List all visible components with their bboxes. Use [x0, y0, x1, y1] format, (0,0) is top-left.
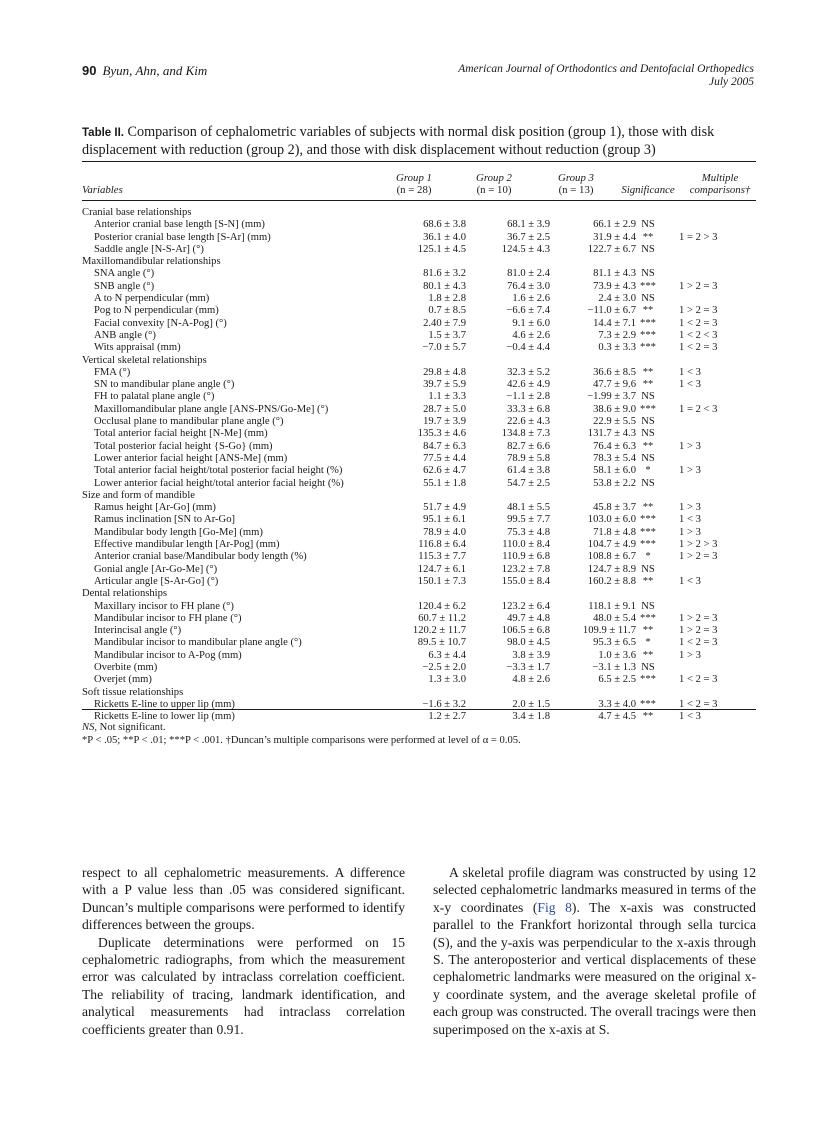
comparison-cell: 1 > 3 [679, 526, 701, 538]
group2-cell: 155.0 ± 8.4 [501, 575, 550, 587]
group1-cell: 1.8 ± 2.8 [428, 293, 466, 305]
section-label: Maxillomandibular relationships [82, 256, 221, 268]
table-row [82, 391, 756, 403]
table-row [82, 305, 756, 317]
group1-cell: 81.6 ± 3.2 [423, 268, 466, 280]
group1-cell: 1.5 ± 3.7 [428, 329, 466, 341]
table-row [82, 367, 756, 379]
group3-cell: 6.5 ± 2.5 [598, 674, 636, 686]
group1-cell: 68.6 ± 3.8 [423, 219, 466, 231]
group2-cell: 106.5 ± 6.8 [501, 625, 550, 637]
significance-cell: ** [642, 575, 654, 587]
significance-cell: * [645, 551, 651, 563]
variable-cell: Wits appraisal (mm) [94, 342, 181, 354]
variable-cell: Ramus height [Ar-Go] (mm) [94, 502, 216, 514]
group1-cell: 39.7 ± 5.9 [423, 379, 466, 391]
group1-cell: 55.1 ± 1.8 [423, 477, 466, 489]
variable-cell: Overjet (mm) [94, 674, 152, 686]
group2-cell: 134.8 ± 7.3 [501, 428, 550, 440]
comparison-cell: 1 > 2 = 3 [679, 612, 718, 624]
group2-cell: 61.4 ± 3.8 [507, 465, 550, 477]
table-row [82, 478, 756, 490]
group2-cell: 4.8 ± 2.6 [512, 674, 550, 686]
table-section-heading [82, 588, 756, 600]
table-row [82, 711, 756, 723]
group2-cell: −0.4 ± 4.4 [506, 342, 550, 354]
group2-cell: 123.2 ± 7.8 [501, 563, 550, 575]
group1-cell: 1.2 ± 2.7 [428, 711, 466, 723]
comparison-cell: 1 > 3 [679, 649, 701, 661]
significance-cell: NS [641, 477, 655, 489]
significance-cell: NS [641, 416, 655, 428]
group3-cell: 22.9 ± 5.5 [593, 416, 636, 428]
significance-cell: *** [640, 514, 656, 526]
significance-cell: NS [641, 268, 655, 280]
table-row [82, 219, 756, 231]
variable-cell: Ricketts E-line to upper lip (mm) [94, 698, 235, 710]
table-row [82, 268, 756, 280]
significance-cell: NS [641, 600, 655, 612]
variable-cell: Mandibular incisor to A-Pog (mm) [94, 649, 242, 661]
variable-cell: FH to palatal plane angle (°) [94, 391, 215, 403]
group2-cell: 110.9 ± 6.8 [502, 551, 550, 563]
variable-cell: Lower anterior facial height [ANS-Me] (mm) [94, 452, 288, 464]
comparison-cell: 1 < 2 = 3 [679, 637, 718, 649]
group2-cell: 3.4 ± 1.8 [512, 711, 550, 723]
table-row [82, 318, 756, 330]
section-label: Soft tissue relationships [82, 686, 184, 698]
group3-cell: 71.8 ± 4.8 [593, 526, 636, 538]
table-caption-text: Comparison of cephalometric variables of subjects with normal disk position (group 1), those with disk displacement with reduction (group 2), and those with disk displacement without reduction (group 3) [82, 124, 715, 158]
variable-cell: Ricketts E-line to lower lip (mm) [94, 711, 235, 723]
section-label: Size and form of mandible [82, 489, 195, 501]
variable-cell: Mandibular body length [Go-Me] (mm) [94, 526, 263, 538]
table-top-rule [82, 161, 756, 162]
table-row [82, 441, 756, 453]
significance-cell: ** [642, 366, 654, 378]
significance-cell: *** [640, 403, 656, 415]
table-row [82, 244, 756, 256]
significance-cell: NS [641, 219, 655, 231]
comparison-cell: 1 < 3 [679, 366, 701, 378]
group1-cell: 116.8 ± 6.4 [418, 539, 466, 551]
col-header-significance: Significance [621, 184, 675, 196]
authors: Byun, Ahn, and Kim [102, 63, 208, 78]
significance-cell: *** [640, 674, 656, 686]
table-row [82, 404, 756, 416]
group2-cell: 32.3 ± 5.2 [507, 366, 550, 378]
group2-cell: 99.5 ± 7.7 [507, 514, 550, 526]
group1-cell: 150.1 ± 7.3 [417, 575, 466, 587]
significance-cell: *** [640, 280, 656, 292]
significance-cell: *** [640, 329, 656, 341]
group2-cell: 98.0 ± 4.5 [507, 637, 550, 649]
group3-cell: 0.3 ± 3.3 [598, 342, 636, 354]
body-column-left [82, 864, 405, 1038]
group2-cell: 49.7 ± 4.8 [507, 612, 550, 624]
significance-cell: NS [641, 391, 655, 403]
significance-cell: ** [642, 502, 654, 514]
significance-cell: ** [642, 649, 654, 661]
group1-cell: 29.8 ± 4.8 [423, 366, 466, 378]
group2-cell: −6.6 ± 7.4 [506, 305, 550, 317]
comparison-cell: 1 < 2 = 3 [679, 317, 718, 329]
group3-cell: 58.1 ± 6.0 [593, 465, 636, 477]
significance-cell: ** [642, 305, 654, 317]
group2-cell: 124.5 ± 4.3 [501, 243, 550, 255]
variable-cell: Total posterior facial height {S-Go} (mm) [94, 440, 273, 452]
group3-cell: −3.1 ± 1.3 [592, 661, 636, 673]
group1-cell: 124.7 ± 6.1 [417, 563, 466, 575]
group1-cell: 1.3 ± 3.0 [428, 674, 466, 686]
group3-cell: 131.7 ± 4.3 [587, 428, 636, 440]
group2-cell: −3.3 ± 1.7 [506, 661, 550, 673]
group1-cell: 135.3 ± 4.6 [417, 428, 466, 440]
table-section-heading [82, 490, 756, 502]
significance-cell: ** [642, 625, 654, 637]
significance-cell: ** [642, 711, 654, 723]
issue-date: July 2005 [708, 76, 754, 88]
table-section-heading [82, 687, 756, 699]
group1-cell: 78.9 ± 4.0 [423, 526, 466, 538]
group1-cell: 115.3 ± 7.7 [418, 551, 466, 563]
variable-cell: SN to mandibular plane angle (°) [94, 379, 235, 391]
group1-cell: 77.5 ± 4.4 [423, 452, 466, 464]
significance-cell: NS [641, 243, 655, 255]
section-label: Vertical skeletal relationships [82, 354, 207, 366]
group3-cell: 1.0 ± 3.6 [598, 649, 636, 661]
variable-cell: SNB angle (°) [94, 280, 155, 292]
variable-cell: Mandibular incisor to FH plane (°) [94, 612, 242, 624]
group3-cell: 38.6 ± 9.0 [593, 403, 636, 415]
variable-cell: Total anterior facial height/total posterior facial height (%) [94, 465, 343, 477]
table-row [82, 502, 756, 514]
variable-cell: Facial convexity [N-A-Pog] (°) [94, 317, 227, 329]
table-bottom-rule [82, 709, 756, 710]
group1-cell: 51.7 ± 4.9 [423, 502, 466, 514]
group2-cell: 82.7 ± 6.6 [507, 440, 550, 452]
group2-cell: 78.9 ± 5.8 [507, 452, 550, 464]
group3-cell: 160.2 ± 8.8 [587, 575, 636, 587]
group1-cell: 125.1 ± 4.5 [417, 243, 466, 255]
group3-cell: 36.6 ± 8.5 [593, 366, 636, 378]
comparison-cell: 1 < 2 = 3 [679, 342, 718, 354]
group2-cell: 75.3 ± 4.8 [507, 526, 550, 538]
group2-cell: 81.0 ± 2.4 [507, 268, 550, 280]
table-row [82, 453, 756, 465]
table-row [82, 625, 756, 637]
significance-cell: NS [641, 452, 655, 464]
significance-cell: *** [640, 317, 656, 329]
figure-link[interactable]: Fig 8 [537, 899, 572, 915]
comparison-cell: 1 < 2 = 3 [679, 674, 718, 686]
comparison-cell: 1 < 3 [679, 379, 701, 391]
group3-cell: 66.1 ± 2.9 [593, 219, 636, 231]
running-header-left [82, 63, 207, 79]
col-header-multiple-comparisons: Multiple comparisons† [689, 172, 751, 196]
variable-cell: Interincisal angle (°) [94, 625, 182, 637]
significance-cell: NS [641, 428, 655, 440]
group1-cell: 120.2 ± 11.7 [412, 625, 466, 637]
group2-cell: 42.6 ± 4.9 [507, 379, 550, 391]
group3-cell: 122.7 ± 6.7 [587, 243, 636, 255]
body-column-right [433, 864, 756, 1038]
variable-cell: Maxillary incisor to FH plane (°) [94, 600, 234, 612]
group1-cell: −2.5 ± 2.0 [422, 661, 466, 673]
comparison-cell: 1 > 2 = 3 [679, 305, 718, 317]
running-header-right [458, 63, 754, 89]
group1-cell: 60.7 ± 11.2 [418, 612, 466, 624]
variable-cell: Overbite (mm) [94, 661, 158, 673]
variable-cell: Occlusal plane to mandibular plane angle (°) [94, 416, 284, 428]
table-row [82, 527, 756, 539]
significance-cell: * [645, 637, 651, 649]
paragraph: Duplicate determinations were performed on 15 cephalometric radiographs, from which the measurement error was calculated by intraclass correlation coefficient. The reliability of tracing, landmark identification, and analytical measurements had intraclass correlation coefficients greater than 0.91. [82, 934, 405, 1037]
variable-cell: Saddle angle [N-S-Ar] (°) [94, 243, 204, 255]
group2-cell: 54.7 ± 2.5 [507, 477, 550, 489]
group2-cell: 68.1 ± 3.9 [507, 219, 550, 231]
variable-cell: Total anterior facial height [N-Me] (mm) [94, 428, 268, 440]
table-row [82, 293, 756, 305]
comparison-cell: 1 > 3 [679, 502, 701, 514]
group2-cell: 9.1 ± 6.0 [512, 317, 550, 329]
section-label: Dental relationships [82, 588, 168, 600]
table-section-heading [82, 256, 756, 268]
group2-cell: −1.1 ± 2.8 [506, 391, 550, 403]
table-caption [82, 124, 756, 159]
group2-cell: 110.0 ± 8.4 [502, 539, 550, 551]
col-header-group1: Group 1 (n = 28) [396, 172, 432, 196]
group1-cell: 1.1 ± 3.3 [428, 391, 466, 403]
significance-cell: ** [642, 440, 654, 452]
journal-name: American Journal of Orthodontics and Dentofacial Orthopedics [458, 63, 754, 75]
table-header-rule [82, 200, 756, 201]
comparison-cell: 1 < 3 [679, 711, 701, 723]
significance-cell: *** [640, 342, 656, 354]
significance-cell: NS [641, 563, 655, 575]
group1-cell: 89.5 ± 10.7 [417, 637, 466, 649]
variable-cell: Pog to N perpendicular (mm) [94, 305, 219, 317]
table-row [82, 379, 756, 391]
paragraph: respect to all cephalometric measurements. A difference with a P value less than .05 was considered significant. Duncan’s multiple comparisons were performed to identify differences between the groups. [82, 865, 405, 933]
significance-cell: * [645, 465, 651, 477]
variable-cell: Effective mandibular length [Ar-Pog] (mm) [94, 539, 280, 551]
group3-cell: 45.8 ± 3.7 [593, 502, 636, 514]
group3-cell: 124.7 ± 8.9 [587, 563, 636, 575]
group1-cell: 28.7 ± 5.0 [423, 403, 466, 415]
table-row [82, 342, 756, 354]
group1-cell: 6.3 ± 4.4 [428, 649, 466, 661]
variable-cell: Mandibular incisor to mandibular plane angle (°) [94, 637, 302, 649]
comparison-cell: 1 > 2 = 3 [679, 280, 718, 292]
comparison-cell: 1 < 2 < 3 [679, 329, 718, 341]
group2-cell: 76.4 ± 3.0 [507, 280, 550, 292]
group1-cell: −7.0 ± 5.7 [422, 342, 466, 354]
table-row [82, 576, 756, 588]
group2-cell: 22.6 ± 4.3 [507, 416, 550, 428]
page-number: 90 [82, 63, 97, 78]
variable-cell: SNA angle (°) [94, 268, 155, 280]
significance-cell: ** [642, 231, 654, 243]
group1-cell: 120.4 ± 6.2 [417, 600, 466, 612]
group3-cell: 3.3 ± 4.0 [598, 698, 636, 710]
comparison-cell: 1 < 3 [679, 514, 701, 526]
table-row [82, 281, 756, 293]
variable-cell: ANB angle (°) [94, 329, 156, 341]
table-row [82, 514, 756, 526]
group3-cell: −11.0 ± 6.7 [587, 305, 636, 317]
significance-cell: NS [641, 293, 655, 305]
comparison-cell: 1 > 2 = 3 [679, 551, 718, 563]
group3-cell: 78.3 ± 5.4 [593, 452, 636, 464]
table-section-heading [82, 207, 756, 219]
significance-cell: *** [640, 612, 656, 624]
group3-cell: 47.7 ± 9.6 [593, 379, 636, 391]
paragraph: A skeletal profile diagram was constructed by using 12 selected cephalometric landmarks measured in terms of the x-y coordinates (Fig 8). The x-axis was constructed parallel to the Frankfort horizontal through sella turcica (S), and the y-axis was perpendicular to the x-axis through S. The anteroposterior and vertical displacements of these cephalometric landmarks were measured on the original x-y coordinate system, and the average skeletal profile of each group was constructed. The overall tracings were then superimposed on the x-axis at S. [433, 865, 756, 1037]
table-row [82, 564, 756, 576]
group1-cell: 62.6 ± 4.7 [423, 465, 466, 477]
group2-cell: 33.3 ± 6.8 [507, 403, 550, 415]
group3-cell: 73.9 ± 4.3 [593, 280, 636, 292]
table-body [82, 207, 756, 723]
variable-cell: A to N perpendicular (mm) [94, 293, 210, 305]
variable-cell: Anterior cranial base/Mandibular body length (%) [94, 551, 307, 563]
group3-cell: −1.99 ± 3.7 [587, 391, 636, 403]
group3-cell: 108.8 ± 6.7 [587, 551, 636, 563]
group1-cell: 84.7 ± 6.3 [423, 440, 466, 452]
comparison-cell: 1 < 2 = 3 [679, 698, 718, 710]
group3-cell: 4.7 ± 4.5 [598, 711, 636, 723]
group2-cell: 3.8 ± 3.9 [512, 649, 550, 661]
table-label: Table II. [82, 127, 124, 139]
group2-cell: 123.2 ± 6.4 [501, 600, 550, 612]
col-header-variables: Variables [82, 184, 123, 196]
table-row [82, 232, 756, 244]
variable-cell: Articular angle [S-Ar-Go] (°) [94, 575, 219, 587]
group3-cell: 81.1 ± 4.3 [593, 268, 636, 280]
group3-cell: 7.3 ± 2.9 [598, 329, 636, 341]
group1-cell: 19.7 ± 3.9 [423, 416, 466, 428]
variable-cell: Anterior cranial base length [S-N] (mm) [94, 219, 265, 231]
group3-cell: 2.4 ± 3.0 [598, 293, 636, 305]
table-row [82, 416, 756, 428]
comparison-cell: 1 = 2 < 3 [679, 403, 718, 415]
group3-cell: 109.9 ± 11.7 [582, 625, 636, 637]
significance-cell: *** [640, 698, 656, 710]
significance-cell: ** [642, 379, 654, 391]
footnote-ns: NS, Not significant. [82, 722, 166, 733]
comparison-cell: 1 > 2 = 3 [679, 625, 718, 637]
variable-cell: FMA (°) [94, 366, 131, 378]
table-row [82, 330, 756, 342]
footnote-significance: *P < .05; **P < .01; ***P < .001. †Duncan’s multiple comparisons were performed at level of α = 0.05. [82, 735, 521, 746]
variable-cell: Lower anterior facial height/total anterior facial height (%) [94, 477, 344, 489]
group3-cell: 76.4 ± 6.3 [593, 440, 636, 452]
significance-cell: *** [640, 526, 656, 538]
table-row [82, 465, 756, 477]
comparison-cell: 1 > 3 [679, 440, 701, 452]
significance-cell: *** [640, 539, 656, 551]
comparison-cell: 1 = 2 > 3 [679, 231, 718, 243]
group3-cell: 48.0 ± 5.4 [593, 612, 636, 624]
group3-cell: 95.3 ± 6.5 [593, 637, 636, 649]
variable-cell: Maxillomandibular plane angle [ANS-PNS/Go-Me] (°) [94, 403, 329, 415]
col-header-group3: Group 3 (n = 13) [558, 172, 594, 196]
variable-cell: Ramus inclination [SN to Ar-Go] [94, 514, 236, 526]
table-row [82, 601, 756, 613]
group3-cell: 103.0 ± 6.0 [587, 514, 636, 526]
group3-cell: 118.1 ± 9.1 [588, 600, 636, 612]
significance-cell: NS [641, 661, 655, 673]
table-row [82, 428, 756, 440]
group3-cell: 104.7 ± 4.9 [587, 539, 636, 551]
group1-cell: −1.6 ± 3.2 [422, 698, 466, 710]
table-row [82, 539, 756, 551]
group3-cell: 53.8 ± 2.2 [593, 477, 636, 489]
group1-cell: 2.40 ± 7.9 [423, 317, 466, 329]
group1-cell: 95.1 ± 6.1 [423, 514, 466, 526]
table-row [82, 613, 756, 625]
table-row [82, 637, 756, 649]
table-row [82, 662, 756, 674]
group2-cell: 4.6 ± 2.6 [512, 329, 550, 341]
group3-cell: 14.4 ± 7.1 [593, 317, 636, 329]
group2-cell: 36.7 ± 2.5 [507, 231, 550, 243]
table-row [82, 551, 756, 563]
table-section-heading [82, 355, 756, 367]
group2-cell: 2.0 ± 1.5 [512, 698, 550, 710]
group2-cell: 1.6 ± 2.6 [512, 293, 550, 305]
table-row [82, 674, 756, 686]
variable-cell: Gonial angle [Ar-Go-Me] (°) [94, 563, 218, 575]
col-header-group2: Group 2 (n = 10) [476, 172, 512, 196]
group1-cell: 36.1 ± 4.0 [423, 231, 466, 243]
comparison-cell: 1 > 3 [679, 465, 701, 477]
group1-cell: 0.7 ± 8.5 [428, 305, 466, 317]
group2-cell: 48.1 ± 5.5 [507, 502, 550, 514]
section-label: Cranial base relationships [82, 207, 192, 218]
comparison-cell: 1 > 2 > 3 [679, 539, 718, 551]
table-row [82, 650, 756, 662]
comparison-cell: 1 < 3 [679, 575, 701, 587]
variable-cell: Posterior cranial base length [S-Ar] (mm) [94, 231, 271, 243]
group3-cell: 31.9 ± 4.4 [593, 231, 636, 243]
group1-cell: 80.1 ± 4.3 [423, 280, 466, 292]
